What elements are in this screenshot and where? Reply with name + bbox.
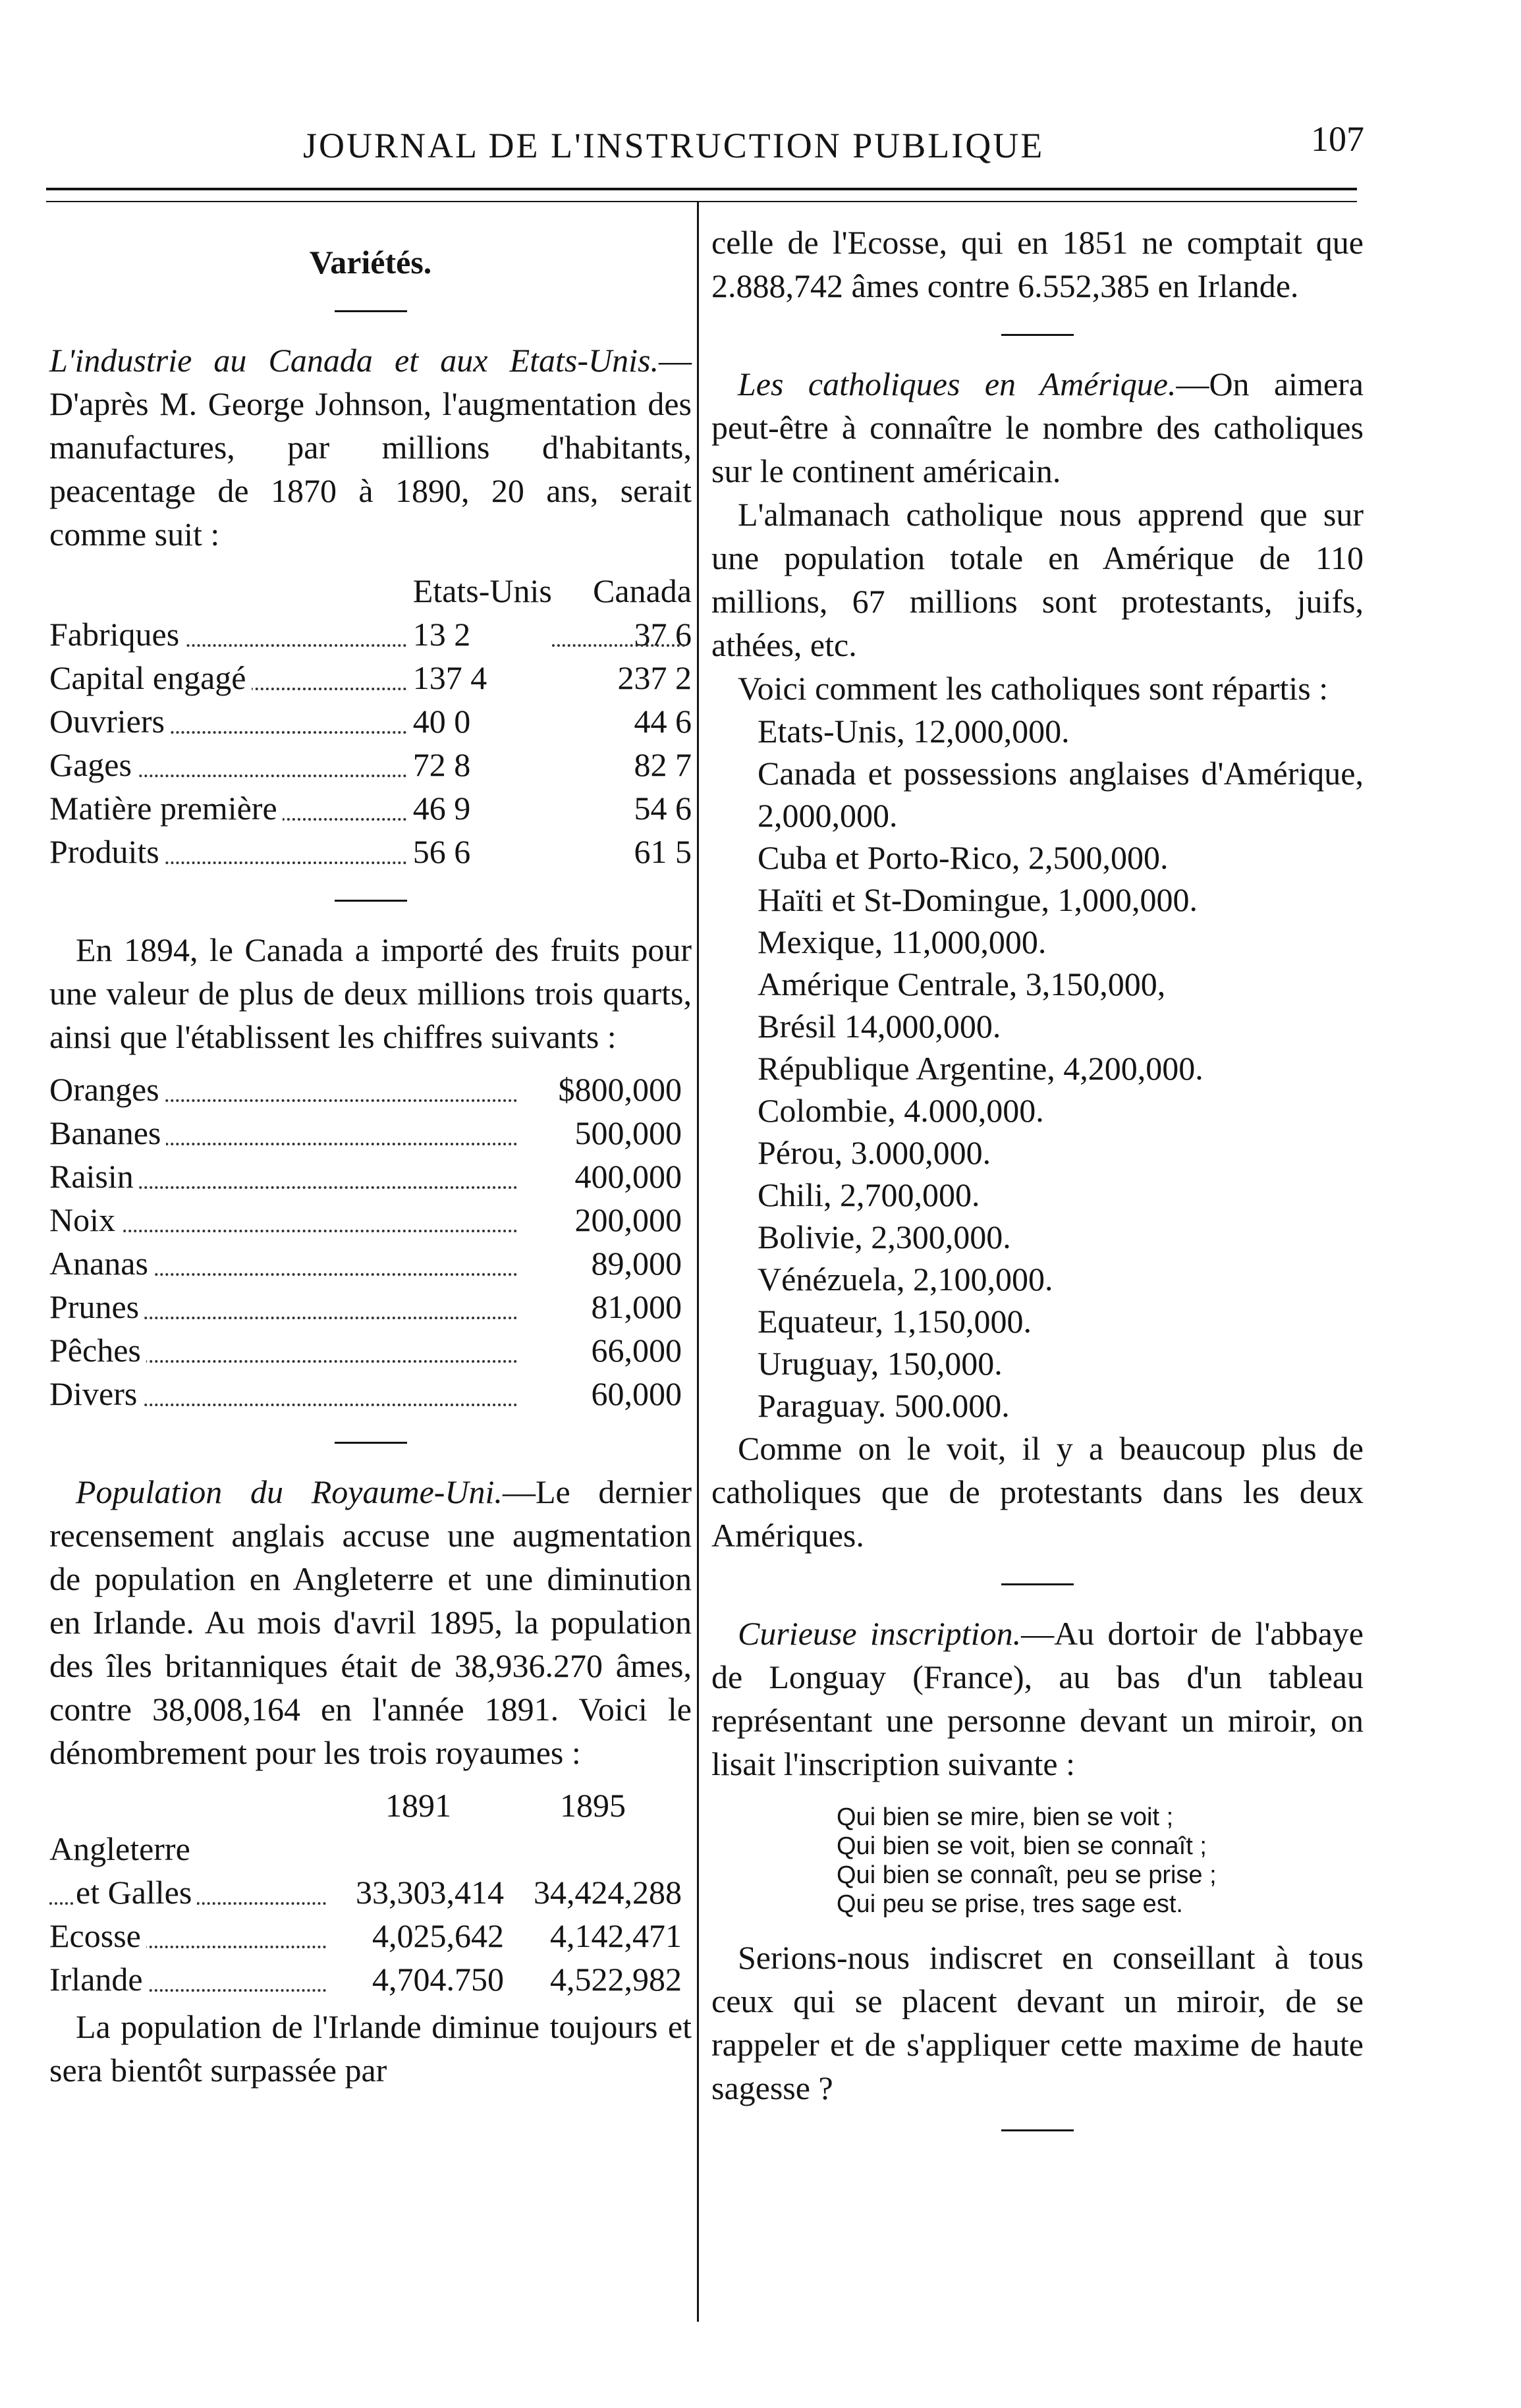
list-item: Chili, 2,700,000. xyxy=(758,1176,980,1213)
row-value-1895: 34,424,288 xyxy=(534,1874,682,1911)
table-row xyxy=(49,1285,682,1328)
row-label: Angleterre xyxy=(49,1830,190,1867)
table-row xyxy=(49,1111,682,1155)
row-label: Capital engagé xyxy=(49,659,252,696)
inscription-body: —Au dortoir de l'abbaye de Longuay (France), au bas d'un tableau représentant une personne devant un miroir, on lisait l'inscription suivante : xyxy=(711,1615,1364,1782)
fruit-value: $800,000 xyxy=(558,1071,682,1108)
table-row xyxy=(49,613,692,656)
inscription-closing: Serions-nous indiscret en conseillant à tous ceux qui se placent devant un miroir, de se rappeler et de s'appliquer cette maxime de haute sagesse ? xyxy=(711,1939,1364,2106)
catholics-paragraph-3: Voici comment les catholiques sont répartis : xyxy=(738,670,1329,707)
page-number: 107 xyxy=(1311,119,1364,159)
year-1895: 1895 xyxy=(560,1787,626,1824)
row-label: Gages xyxy=(49,746,137,783)
table-row xyxy=(49,786,692,830)
catholics-title: Les catholiques en Amérique. xyxy=(738,366,1176,402)
fruits-table xyxy=(49,1068,682,1415)
table-row xyxy=(49,1328,682,1372)
row-us: 46 9 xyxy=(412,790,471,827)
industry-table xyxy=(49,569,692,873)
list-item: Bolivie, 2,300,000. xyxy=(758,1218,1011,1255)
right-column xyxy=(711,221,1364,2158)
list-item: Amérique Centrale, 3,150,000, xyxy=(758,966,1166,1002)
catholics-paragraph xyxy=(711,362,1364,493)
fruit-label: Prunes xyxy=(49,1288,144,1325)
row-value-1891: 4,704.750 xyxy=(372,1961,504,1998)
row-us: 137 4 xyxy=(412,659,487,696)
column-divider xyxy=(697,201,699,2322)
table-row xyxy=(49,1372,682,1415)
row-canada: 82 7 xyxy=(634,746,692,783)
table-row xyxy=(49,1827,682,1871)
header-rule xyxy=(46,188,1357,202)
row-label: Ecosse xyxy=(49,1917,146,1954)
row-label: Ouvriers xyxy=(49,703,170,740)
row-canada: 54 6 xyxy=(634,790,692,827)
verse-line: Qui bien se voit, bien se connaît ; xyxy=(837,1832,1207,1860)
fruit-value: 89,000 xyxy=(591,1245,682,1282)
list-item: Vénézuela, 2,100,000. xyxy=(758,1261,1053,1298)
section-rule xyxy=(335,900,407,902)
section-rule xyxy=(1001,334,1074,336)
population-title: Population du Royaume-Uni. xyxy=(76,1473,503,1510)
row-value-1891: 33,303,414 xyxy=(356,1874,504,1911)
row-canada: 37 6 xyxy=(552,613,692,656)
row-value-1891: 4,025,642 xyxy=(372,1917,504,1954)
list-item: Uruguay, 150,000. xyxy=(758,1345,1003,1382)
list-item: Cuba et Porto-Rico, 2,500,000. xyxy=(758,839,1169,876)
fruit-value: 400,000 xyxy=(574,1158,682,1195)
row-us: 13 2 xyxy=(412,616,471,653)
row-label: Fabriques xyxy=(49,616,184,653)
table-row xyxy=(49,743,692,786)
row-canada: 44 6 xyxy=(634,703,692,740)
inscription-verse xyxy=(711,1803,1364,1919)
fruit-label: Divers xyxy=(49,1375,142,1412)
row-label: Matière première xyxy=(49,790,283,827)
table-header-row xyxy=(49,569,692,613)
population-closing: La population de l'Irlande diminue toujours et sera bientôt surpassée par xyxy=(49,2008,692,2089)
row-us: 72 8 xyxy=(412,746,471,783)
table-row xyxy=(49,1242,682,1285)
table-row xyxy=(49,699,692,743)
list-item: Canada et possessions anglaises d'Amérique, 2,000,000. xyxy=(758,755,1364,834)
catholics-closing: Comme on le voit, il y a beaucoup plus de catholiques que de protestants dans les deux Amériques. xyxy=(711,1430,1364,1554)
fruit-label: Bananes xyxy=(49,1114,166,1151)
list-item: Haïti et St-Domingue, 1,000,000. xyxy=(758,881,1198,918)
verse-line: Qui peu se prise, tres sage est. xyxy=(837,1890,1183,1918)
column-header-canada: Canada xyxy=(593,572,692,609)
fruit-value: 200,000 xyxy=(574,1201,682,1238)
row-value-1895: 4,142,471 xyxy=(550,1917,682,1954)
inscription-title: Curieuse inscription. xyxy=(738,1615,1022,1652)
list-item: Mexique, 11,000,000. xyxy=(758,923,1047,960)
section-title: Variétés. xyxy=(309,244,432,281)
fruit-label: Noix xyxy=(49,1201,121,1238)
fruit-label: Pêches xyxy=(49,1332,146,1369)
fruits-paragraph: En 1894, le Canada a importé des fruits pour une valeur de plus de deux millions trois quarts, ainsi que l'établissent les chiffres suivants : xyxy=(49,931,692,1055)
catholics-paragraph-2: L'almanach catholique nous apprend que sur une population totale en Amérique de 110 millions, 67 millions sont protestants, juifs, athées, etc. xyxy=(711,496,1364,663)
row-us: 40 0 xyxy=(412,703,471,740)
fruit-label: Ananas xyxy=(49,1245,153,1282)
population-paragraph xyxy=(49,1470,692,1774)
row-label: Produits xyxy=(49,833,165,870)
row-us: 56 6 xyxy=(412,833,471,870)
list-item: République Argentine, 4,200,000. xyxy=(758,1050,1203,1087)
table-row xyxy=(49,1957,682,2001)
table-row xyxy=(49,656,692,699)
list-item: Brésil 14,000,000. xyxy=(758,1008,1001,1045)
fruit-label: Raisin xyxy=(49,1158,139,1195)
table-row xyxy=(49,1198,682,1242)
catholics-list xyxy=(711,710,1364,1427)
table-row xyxy=(49,1068,682,1111)
column-header-us: Etats-Unis xyxy=(412,572,552,609)
table-row xyxy=(49,830,692,873)
row-value-1895: 4,522,982 xyxy=(550,1961,682,1998)
verse-line: Qui bien se mire, bien se voit ; xyxy=(837,1803,1174,1831)
industry-paragraph xyxy=(49,339,692,556)
inscription-paragraph xyxy=(711,1612,1364,1786)
section-rule xyxy=(1001,2129,1074,2131)
verse-line: Qui bien se connaît, peu se prise ; xyxy=(837,1861,1217,1889)
list-item: Colombie, 4.000,000. xyxy=(758,1092,1044,1129)
year-1891: 1891 xyxy=(385,1787,451,1824)
fruit-value: 500,000 xyxy=(574,1114,682,1151)
fruit-value: 60,000 xyxy=(591,1375,682,1412)
fruit-label: Oranges xyxy=(49,1071,165,1108)
fruit-value: 81,000 xyxy=(591,1288,682,1325)
industry-body: —D'après M. George Johnson, l'augmentation des manufactures, par millions d'habitants, peacentage de 1870 à 1890, 20 ans, serait comme suit : xyxy=(49,342,692,553)
section-rule xyxy=(1001,1583,1074,1585)
catholics-body: —On aimera peut-être à connaître le nombre des catholiques sur le continent américain. xyxy=(711,366,1364,489)
list-item: Paraguay. 500.000. xyxy=(758,1387,1010,1424)
table-row xyxy=(49,1871,682,1914)
left-column xyxy=(49,221,692,2092)
list-item: Equateur, 1,150,000. xyxy=(758,1303,1032,1340)
running-head: JOURNAL DE L'INSTRUCTION PUBLIQUE xyxy=(303,126,1045,165)
fruit-value: 66,000 xyxy=(591,1332,682,1369)
population-body: —Le dernier recensement anglais accuse une augmentation de population en Angleterre et une diminution en Irlande. Au mois d'avril 1895, la population des îles britanniques était de 38,936.270 âmes, contre 38,008,164 en l'année 1891. Voici le dénombrement pour les trois royaumes : xyxy=(49,1473,692,1771)
list-item: Pérou, 3.000,000. xyxy=(758,1134,991,1171)
row-label: et Galles xyxy=(76,1874,197,1911)
population-table xyxy=(49,1784,682,2001)
section-rule xyxy=(335,310,407,312)
row-canada: 61 5 xyxy=(634,833,692,870)
row-label: Irlande xyxy=(49,1961,148,1998)
continuation-paragraph: celle de l'Ecosse, qui en 1851 ne comptait que 2.888,742 âmes contre 6.552,385 en Irlande. xyxy=(711,224,1364,304)
section-rule xyxy=(335,1442,407,1444)
row-canada: 237 2 xyxy=(617,659,692,696)
list-item: Etats-Unis, 12,000,000. xyxy=(758,713,1070,750)
table-row xyxy=(49,1914,682,1957)
industry-title: L'industrie au Canada et aux Etats-Unis. xyxy=(49,342,659,379)
table-row xyxy=(49,1155,682,1198)
table-header-row xyxy=(49,1784,682,1827)
